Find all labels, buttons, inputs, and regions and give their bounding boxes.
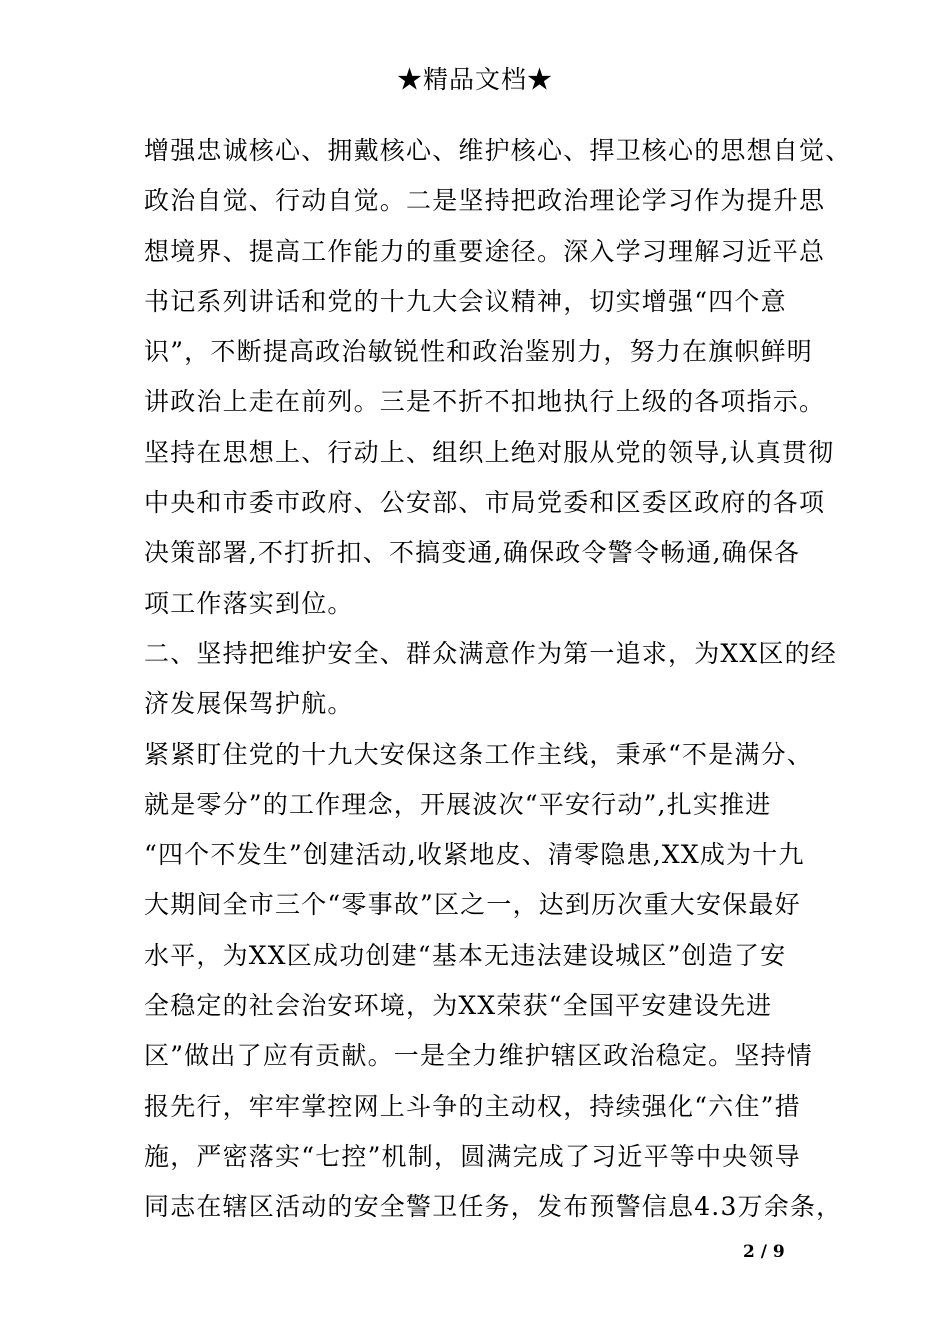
body-line: 项工作落实到位。 xyxy=(144,588,354,618)
body-line: 决策部署,不打折扣、不搞变通,确保政令警令畅通,确保各 xyxy=(144,538,801,568)
body-line: 全稳定的社会治安环境，为XX荣获“全国平安建设先进 xyxy=(144,991,773,1021)
body-line: 水平，为XX区成功创建“基本无违法建设城区”创造了安 xyxy=(144,940,787,970)
section-heading-line: 二、坚持把维护安全、群众满意作为第一追求，为XX区的经 xyxy=(144,638,837,668)
body-line: 书记系列讲话和党的十九大会议精神，切实增强“四个意 xyxy=(144,286,787,316)
body-line: 政治自觉、行动自觉。二是坚持把政治理论学习作为提升思 xyxy=(144,186,826,216)
body-line: 就是零分”的工作理念，开展波次“平安行动”,扎实推进 xyxy=(144,789,772,819)
body-line: 中央和市委市政府、公安部、市局党委和区委区政府的各项 xyxy=(144,488,826,518)
document-header-title: ★精品文档★ xyxy=(396,65,553,94)
body-line: 想境界、提高工作能力的重要途径。深入学习理解习近平总 xyxy=(144,236,826,266)
body-line: “四个不发生”创建活动,收紧地皮、清零隐患,XX成为十九 xyxy=(144,840,805,870)
body-line: 施，严密落实“七控”机制，圆满完成了习近平等中央领导 xyxy=(144,1141,801,1171)
body-line: 坚持在思想上、行动上、组织上绝对服从党的领导,认真贯彻 xyxy=(144,437,835,467)
body-line: 区”做出了应有贡献。一是全力维护辖区政治稳定。坚持情 xyxy=(144,1041,813,1071)
body-line: 报先行，牢牢掌控网上斗争的主动权，持续强化“六住”措 xyxy=(144,1091,801,1121)
body-line: 讲政治上走在前列。三是不折不扣地执行上级的各项指示。 xyxy=(144,387,826,417)
body-line: 紧紧盯住党的十九大安保这条工作主线，秉承“不是满分、 xyxy=(144,739,813,769)
body-line: 识”，不断提高政治敏锐性和政治鉴别力，努力在旗帜鲜明 xyxy=(144,337,813,367)
body-line: 大期间全市三个“零事故”区之一，达到历次重大安保最好 xyxy=(144,890,801,920)
page-number: 2 / 9 xyxy=(743,1242,785,1262)
document-body xyxy=(144,126,852,1233)
section-heading-line: 济发展保驾护航。 xyxy=(144,689,354,719)
body-line: 同志在辖区活动的安全警卫任务，发布预警信息4.3万余条， xyxy=(144,1192,843,1222)
body-line: 增强忠诚核心、拥戴核心、维护核心、捍卫核心的思想自觉、 xyxy=(144,136,852,165)
